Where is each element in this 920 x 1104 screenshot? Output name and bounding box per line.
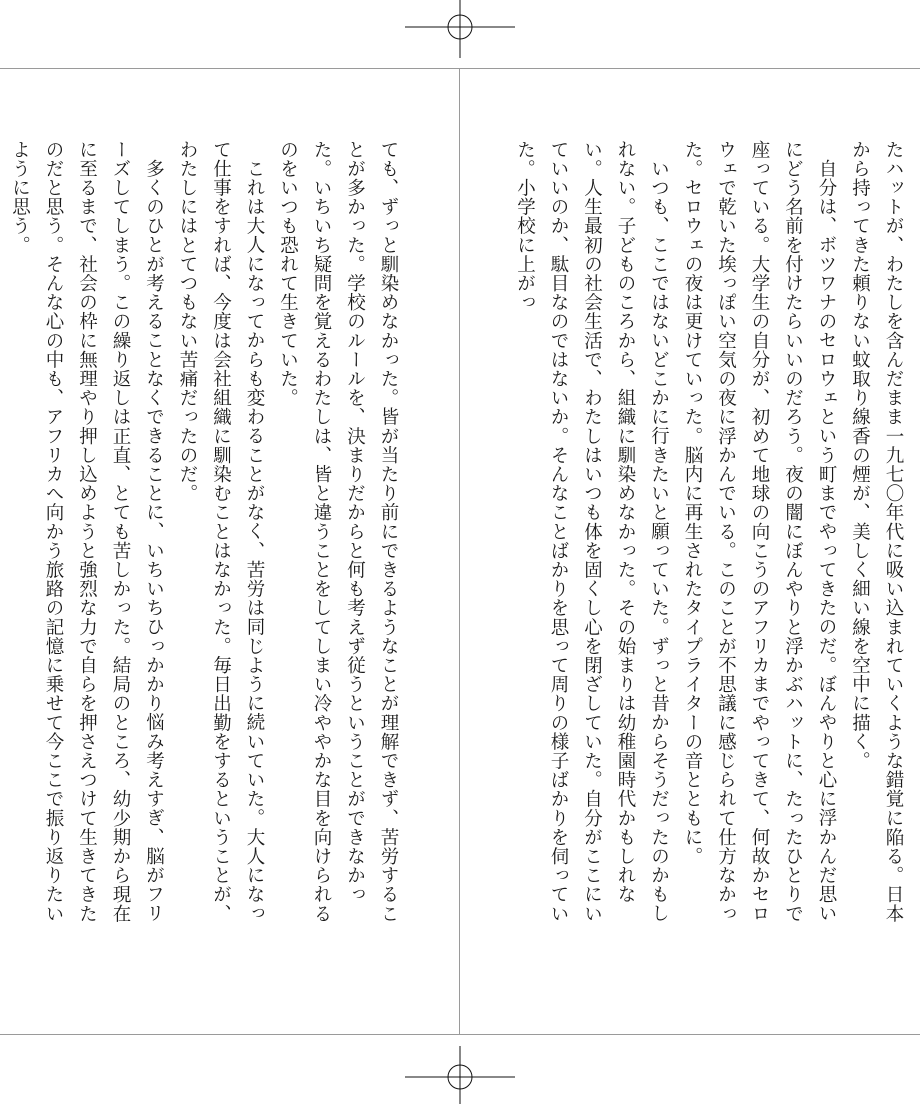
top-registration-mark-icon [405,0,515,60]
spine-gutter-line [459,68,460,1035]
paragraph: たハットが、わたしを含んだまま一九七〇年代に吸い込まれていくような錯覚に陥る。日本から持ってきた頼りない蚊取り線香の煙が、美しく細い線を空中に描く。 [849,140,904,924]
paragraph: いつも、ここではないどこかに行きたいと願っていた。ずっと昔からそうだったのかもしれない。子どものころから、組織に馴染めなかった。その始まりは幼稚園時代かもしれない。人生最初の社会生活で、わたしはいつも体を固くし心を閉ざしていた。自分がここにいていいのか、駄目なのではないか。そんなことばかりを思って周りの様子ばかりを伺っていた。小学校に上がっ [514,140,670,924]
left-page-text [9,140,405,940]
top-trim-line [0,68,920,69]
bottom-trim-line [0,1034,920,1035]
paragraph: 自分は、ボツワナのセロウェという町までやってきたのだ。ぼんやりと心に浮かんだ思いにどう名前を付けたらいいのだろう。夜の闇にぼんやりと浮かぶハットに、たったひとりで座っている。大学生の自分が、初めて地球の向こうのアフリカまでやってきて、何故かセロウェで乾いた埃っぽい空気の夜に浮かんでいる。このことが不思議に感じられて仕方なかった。セロウェの夜は更けていった。脳内に再生されたタイプライターの音とともに。 [682,140,837,924]
paragraph: これは大人になってからも変わることがなく、苦労は同じように続いていた。大人になって仕事をすれば、今度は会社組織に馴染むことはなかった。毎日出勤をするということが、わたしにはとてつもない苦痛だったのだ。 [177,140,265,924]
bottom-registration-mark-icon [405,1044,515,1104]
paragraph: 多くのひとが考えることなくできることに、いちいちひっかかり悩み考えすぎ、脳がフリーズしてしまう。この繰り返しは正直、とても苦しかった。結局のところ、幼少期から現在に至るまで、社会の枠に無理やり押し込めようと強烈な力で自らを押さえつけて生きてきたのだと思う。そんな心の中も、アフリカへ向かう旅路の記憶に乗せて今ここで振り返りたいように思う。 [9,140,165,924]
right-page-text [514,140,910,940]
paragraph: ても、ずっと馴染めなかった。皆が当たり前にできるようなことが理解できず、苦労することが多かった。学校のルールを、決まりだからと何も考えず従うということができなかった。いちいち疑問を覚えるわたしは、皆と違うことをしてしまい冷ややかな目を向けられるのをいつも恐れて生きていた。 [277,140,399,924]
